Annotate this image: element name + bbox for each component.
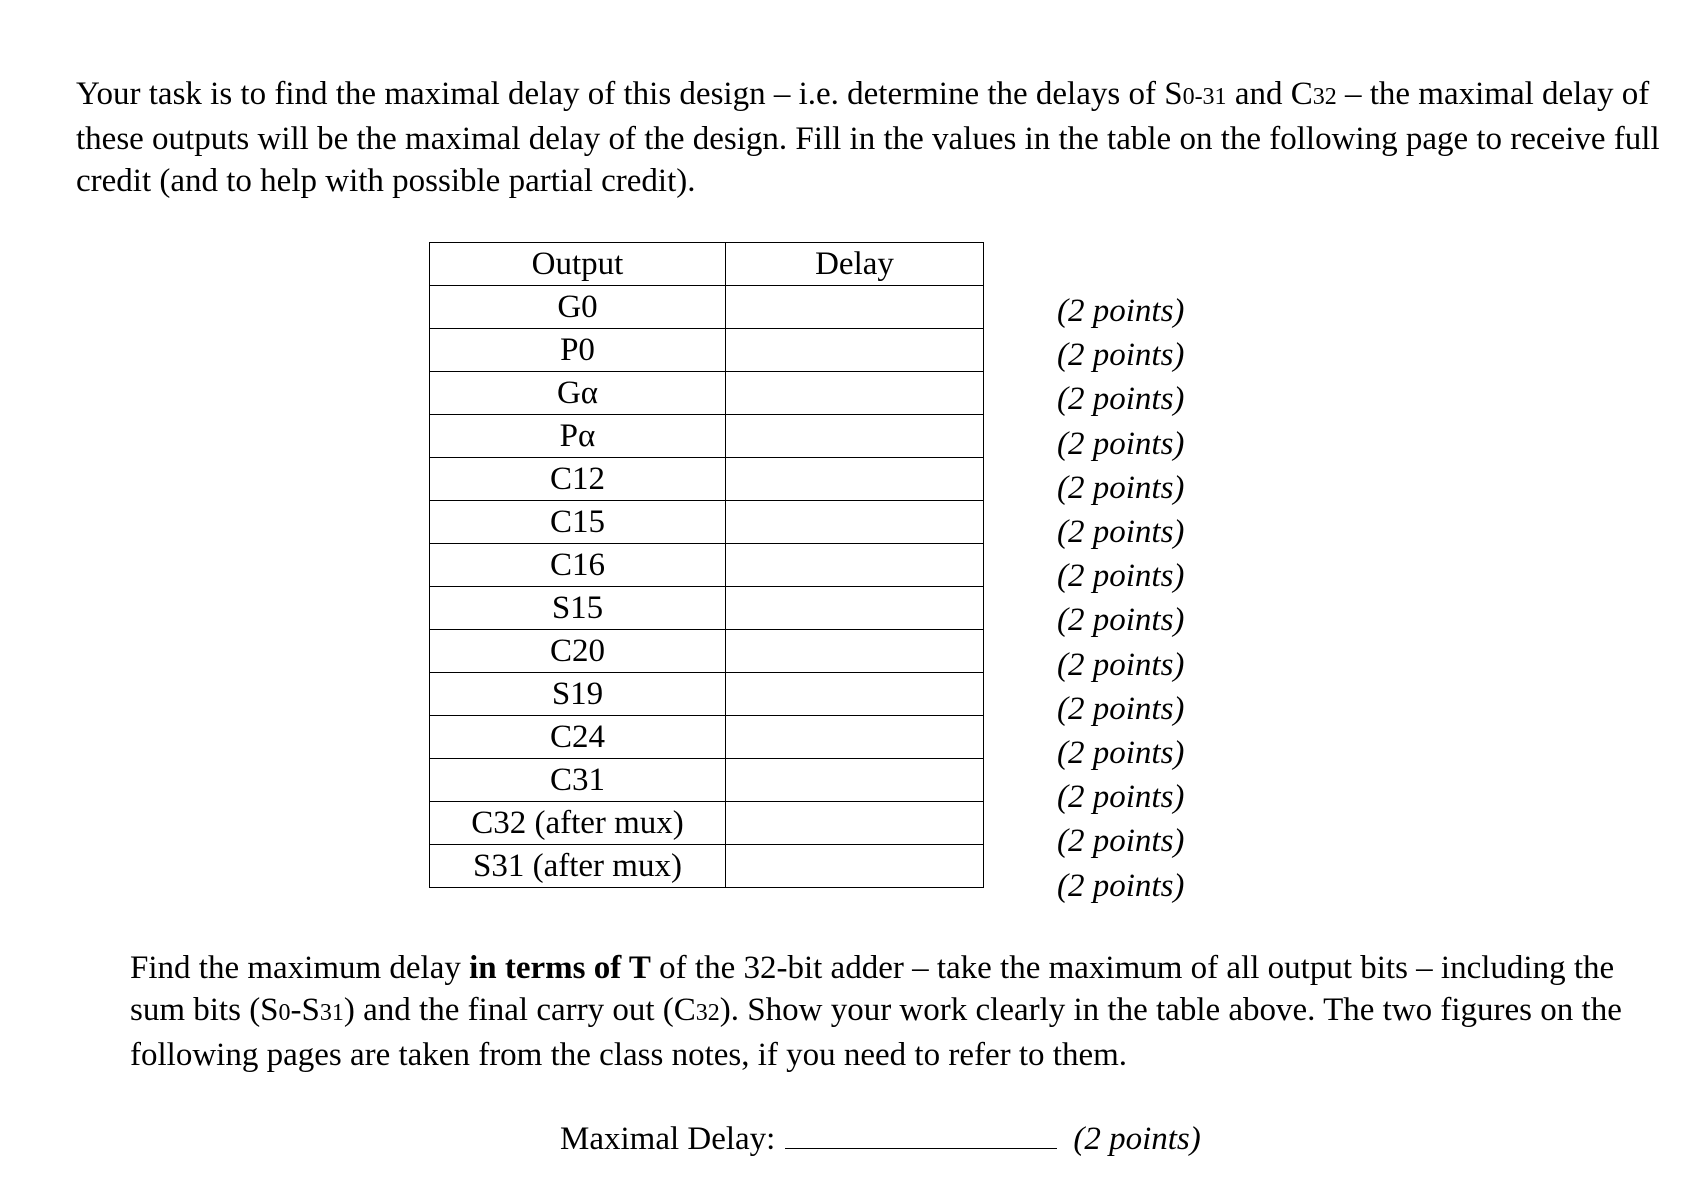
outro-sub-3: 32 [695,1000,720,1026]
points-list [1057,289,1184,908]
table-row [430,415,984,458]
delay-answer-cell[interactable] [726,329,984,372]
output-cell: Gα [430,372,726,415]
table-row [430,544,984,587]
points-label: (2 points) [1057,337,1185,374]
table-row [430,673,984,716]
points-label: (2 points) [1057,558,1185,595]
points-label: (2 points) [1057,646,1185,683]
points-label: (2 points) [1057,779,1185,816]
table-row [430,630,984,673]
delay-answer-cell[interactable] [726,286,984,329]
output-cell: C16 [430,544,726,587]
outro-text-5: ). Show your work clearly in the table above. The two figures on the following pages are taken from the class notes, if you need to refer to them. [130,992,1622,1073]
points-label: (2 points) [1057,823,1185,860]
output-cell: C24 [430,716,726,759]
table-row [430,845,984,888]
output-cell: C12 [430,458,726,501]
delay-answer-cell[interactable] [726,673,984,716]
output-cell: C15 [430,501,726,544]
header-delay: Delay [726,243,984,286]
points-label: (2 points) [1057,602,1185,639]
output-cell: C32 (after mux) [430,802,726,845]
delay-answer-cell[interactable] [726,716,984,759]
outro-sub-2: 31 [319,1000,344,1026]
table-row [430,372,984,415]
output-cell: P0 [430,329,726,372]
delay-answer-cell[interactable] [726,587,984,630]
output-cell: S15 [430,587,726,630]
maximal-delay-answer-field[interactable] [785,1118,1057,1149]
outro-text-4: ) and the final carry out (C [343,992,696,1028]
outro-text-2: of the 32-bit adder – take the maximum of all output bits – including the sum bits (S [130,950,1615,1028]
table-row [430,329,984,372]
delay-answer-cell[interactable] [726,415,984,458]
points-label: (2 points) [1057,735,1185,772]
output-cell: C20 [430,630,726,673]
delay-answer-cell[interactable] [726,544,984,587]
points-label: (2 points) [1057,425,1185,462]
table-header-row [430,243,984,286]
output-cell: G0 [430,286,726,329]
output-cell: S19 [430,673,726,716]
output-cell: S31 (after mux) [430,845,726,888]
delay-answer-cell[interactable] [726,458,984,501]
delay-table [429,242,984,888]
outro-paragraph [130,947,1670,1076]
delay-answer-cell[interactable] [726,372,984,415]
points-label: (2 points) [1057,469,1185,506]
delay-answer-cell[interactable] [726,845,984,888]
output-cell: C31 [430,759,726,802]
delay-answer-cell[interactable] [726,802,984,845]
outro-bold: in terms of T [469,950,651,986]
table-row [430,458,984,501]
delay-answer-cell[interactable] [726,501,984,544]
outro-sub-1: 0 [278,1000,291,1026]
maximal-delay-points: (2 points) [1073,1121,1201,1157]
maximal-delay-row [560,1118,1201,1160]
intro-text-3: – the maximal delay of these outputs will be the maximal delay of the design. Fill in the values in the table on the following page to receive full credit (and to help with possible partial credit). [76,76,1660,199]
intro-text-2: and C [1226,76,1313,112]
table-row [430,286,984,329]
output-cell: Pα [430,415,726,458]
table-row [430,802,984,845]
table-row [430,716,984,759]
delay-answer-cell[interactable] [726,630,984,673]
points-label: (2 points) [1057,293,1185,329]
intro-paragraph [76,73,1676,202]
table-row [430,587,984,630]
maximal-delay-label: Maximal Delay: [560,1121,776,1157]
points-label: (2 points) [1057,867,1185,904]
points-label: (2 points) [1057,690,1185,727]
header-output: Output [430,243,726,286]
intro-text-1: Your task is to find the maximal delay of this design – i.e. determine the delays of S [76,76,1183,112]
table-body [430,286,984,888]
delay-answer-cell[interactable] [726,759,984,802]
table-row [430,759,984,802]
outro-text-1: Find the maximum delay [130,950,470,986]
outro-text-3: -S [290,992,320,1028]
intro-sub-2: 32 [1312,84,1337,110]
points-label: (2 points) [1057,514,1185,551]
points-label: (2 points) [1057,381,1185,418]
intro-sub-1: 0-31 [1182,84,1227,110]
table-row [430,501,984,544]
